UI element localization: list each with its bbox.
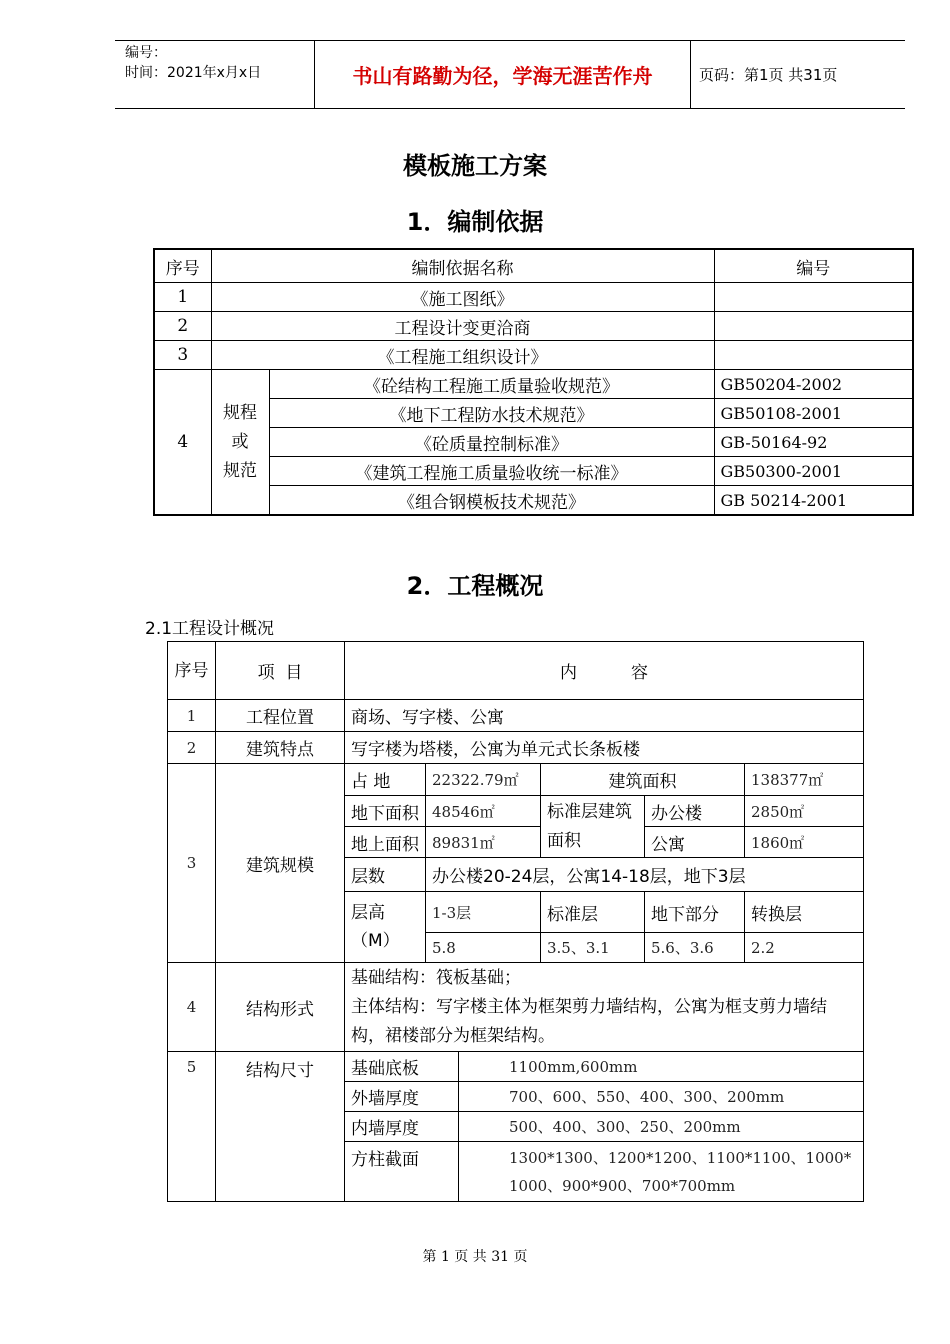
row-item: 结构尺寸 — [216, 1052, 345, 1202]
header-no-text: 序号 — [174, 660, 209, 681]
height-val: 3.5、3.1 — [541, 933, 645, 963]
row-code: GB50108-2001 — [714, 399, 913, 428]
dim-label: 外墙厚度 — [345, 1082, 459, 1112]
site-value: 22322.79㎡ — [426, 764, 541, 796]
row-no: 4 — [168, 963, 216, 1052]
row-no: 3 — [154, 341, 211, 370]
table-row — [154, 370, 913, 399]
row-item: 建筑规模 — [216, 764, 345, 963]
dim-label: 基础底板 — [345, 1052, 459, 1082]
row-name: 《工程施工组织设计》 — [211, 341, 714, 370]
above-label: 地上面积 — [345, 827, 426, 858]
row-item: 建筑特点 — [216, 732, 345, 764]
header-no — [168, 642, 216, 700]
row-name: 《施工图纸》 — [211, 283, 714, 312]
row-code — [714, 312, 913, 341]
basis-table — [153, 248, 914, 516]
site-label: 占 地 — [345, 764, 426, 796]
doc-title: 模板施工方案 — [403, 152, 547, 180]
table-row — [168, 700, 864, 732]
row-name: 《建筑工程施工质量验收统一标准》 — [269, 457, 714, 486]
row-no: 1 — [154, 283, 211, 312]
header-motto: 书山有路勤为径，学海无涯苦作舟 — [315, 41, 691, 108]
header-meta — [115, 41, 315, 108]
header-cell: 序号 — [154, 249, 211, 283]
dim-label: 方柱截面 — [345, 1142, 459, 1202]
row-code: GB50204-2002 — [714, 370, 913, 399]
row-name: 《地下工程防水技术规范》 — [269, 399, 714, 428]
header-cell: 编制依据名称 — [211, 249, 714, 283]
row-code — [714, 283, 913, 312]
gfa-value: 138377㎡ — [745, 764, 864, 796]
floors-value: 办公楼20-24层，公寓14-18层，地下3层 — [426, 858, 864, 892]
row-code — [714, 341, 913, 370]
table-row — [168, 764, 864, 796]
page-footer: 第 1 页 共 31 页 — [422, 1249, 528, 1265]
row-content: 写字楼为塔楼，公寓为单元式长条板楼 — [345, 732, 864, 764]
overview-table — [167, 641, 864, 1202]
height-col: 转换层 — [745, 892, 864, 933]
height-val: 2.2 — [745, 933, 864, 963]
section1-title: 1．编制依据 — [406, 208, 544, 236]
height-col: 1-3层 — [426, 892, 541, 933]
row-code: GB-50164-92 — [714, 428, 913, 457]
apt-value: 1860㎡ — [745, 827, 864, 858]
group-label-line: 规范 — [223, 460, 257, 481]
header-item: 项 目 — [216, 642, 345, 700]
dim-label: 内墙厚度 — [345, 1112, 459, 1142]
row-no: 2 — [168, 732, 216, 764]
dim-value: 1100mm,600mm — [459, 1052, 864, 1082]
table-row — [168, 1052, 864, 1082]
row-code: GB 50214-2001 — [714, 486, 913, 516]
above-value: 89831㎡ — [426, 827, 541, 858]
row-item: 工程位置 — [216, 700, 345, 732]
section2-subtitle: 2.1工程设计概况 — [145, 619, 275, 639]
row-no: 3 — [168, 764, 216, 963]
table-header-row — [154, 249, 913, 283]
floors-label: 层数 — [345, 858, 426, 892]
header-content: 内 容 — [345, 642, 864, 700]
row-name: 《组合钢模板技术规范》 — [269, 486, 714, 516]
table-row — [154, 312, 913, 341]
gfa-label: 建筑面积 — [541, 764, 745, 796]
row-name: 《砼质量控制标准》 — [269, 428, 714, 457]
row-no: 1 — [168, 700, 216, 732]
dim-value: 500、400、300、250、200mm — [459, 1112, 864, 1142]
row-name: 工程设计变更洽商 — [211, 312, 714, 341]
page-header — [115, 40, 905, 109]
row-no: 5 — [168, 1052, 216, 1202]
dim-value: 700、600、550、400、300、200mm — [459, 1082, 864, 1112]
group-label-line: 或 — [231, 431, 249, 452]
below-label: 地下面积 — [345, 796, 426, 827]
row-name: 《砼结构工程施工质量验收规范》 — [269, 370, 714, 399]
header-cell: 编号 — [714, 249, 913, 283]
height-label: 层高（M） — [345, 892, 426, 963]
row-code: GB50300-2001 — [714, 457, 913, 486]
table-row — [168, 963, 864, 1052]
row-no: 4 — [154, 370, 211, 516]
row-content: 商场、写字楼、公寓 — [345, 700, 864, 732]
below-value: 48546㎡ — [426, 796, 541, 827]
height-col: 地下部分 — [645, 892, 745, 933]
row-item: 结构形式 — [216, 963, 345, 1052]
group-label-line: 规程 — [223, 402, 257, 423]
section2-title: 2．工程概况 — [406, 572, 544, 600]
table-row — [168, 732, 864, 764]
row-content: 基础结构：筏板基础； 主体结构：写字楼主体为框架剪力墙结构，公寓为框支剪力墙结构，裙楼部分为框架结构。 — [345, 963, 864, 1052]
table-row — [154, 341, 913, 370]
page-counter: 页码：第1页 共31页 — [699, 66, 838, 84]
table-row — [154, 283, 913, 312]
height-col: 标准层 — [541, 892, 645, 933]
group-label — [211, 370, 269, 516]
office-label: 办公楼 — [645, 796, 745, 827]
table-header-row — [168, 642, 864, 700]
row-no: 2 — [154, 312, 211, 341]
std-label: 标准层建筑面积 — [541, 796, 645, 858]
height-val: 5.6、3.6 — [645, 933, 745, 963]
height-val: 5.8 — [426, 933, 541, 963]
code-label: 编号： — [125, 45, 167, 61]
time-label: 时间：2021年x月x日 — [125, 65, 262, 81]
dim-value: 1300*1300、1200*1200、1100*1100、1000*1000、900*900、700*700mm — [459, 1142, 864, 1202]
office-value: 2850㎡ — [745, 796, 864, 827]
apt-label: 公寓 — [645, 827, 745, 858]
